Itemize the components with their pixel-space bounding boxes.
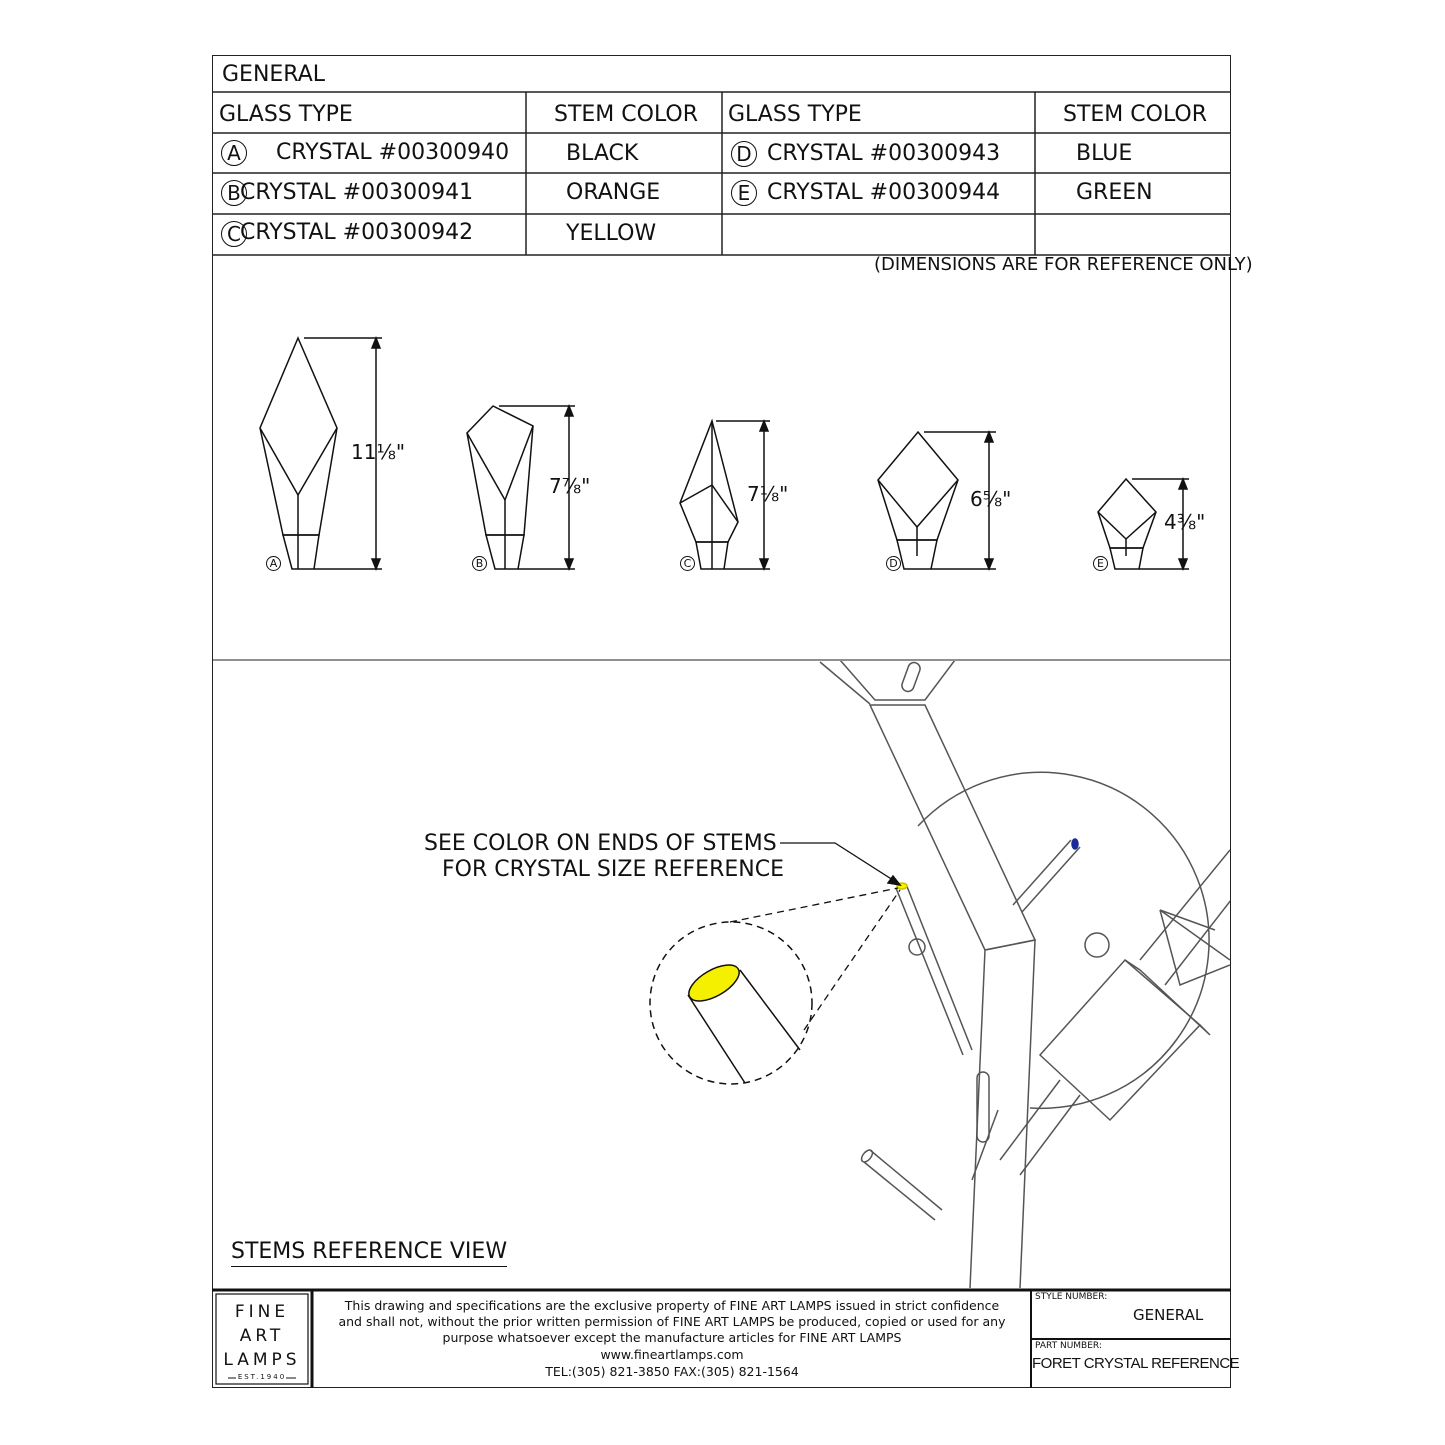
style-number: GENERAL	[1133, 1306, 1204, 1324]
crystal-dimension-e: 4⅜"	[1164, 510, 1206, 534]
glass-type-e: CRYSTAL #00300944	[767, 180, 1001, 205]
legal-line-2: and shall not, without the prior written permission of FINE ART LAMPS be produced, copied or used for any	[338, 1314, 1006, 1329]
col-header-glass-left: GLASS TYPE	[219, 102, 353, 127]
callout-line-2: FOR CRYSTAL SIZE REFERENCE	[442, 857, 784, 882]
col-header-stem-right: STEM COLOR	[1063, 102, 1208, 127]
crystal-label-b: B	[472, 556, 487, 571]
glass-type-b: CRYSTAL #00300941	[240, 180, 474, 205]
crystal-dimension-a: 11⅛"	[351, 440, 406, 464]
logo-line-3: LAMPS	[223, 1350, 301, 1370]
glass-letter-e: E	[731, 180, 757, 206]
glass-type-c: CRYSTAL #00300942	[240, 220, 474, 245]
stem-color-d: BLUE	[1076, 141, 1133, 166]
part-number-label: PART NUMBER:	[1035, 1341, 1102, 1351]
legal-line-1: This drawing and specifications are the exclusive property of FINE ART LAMPS issued in strict confidence	[344, 1298, 1000, 1313]
crystal-label-e: E	[1093, 556, 1108, 571]
glass-letter-a: A	[221, 140, 247, 166]
stem-color-a: BLACK	[566, 141, 639, 166]
stem-color-e: GREEN	[1076, 180, 1153, 205]
style-number-label: STYLE NUMBER:	[1035, 1292, 1108, 1302]
legal-line-3: purpose whatsoever except the manufacture articles for FINE ART LAMPS	[442, 1330, 902, 1345]
callout-line-1: SEE COLOR ON ENDS OF STEMS	[424, 831, 777, 856]
crystal-dimension-d: 6⅝"	[970, 487, 1012, 511]
footer-website: www.fineartlamps.com	[600, 1347, 744, 1362]
crystal-dimension-b: 7⅞"	[549, 474, 591, 498]
col-header-stem-left: STEM COLOR	[554, 102, 699, 127]
stems-reference-drawing	[650, 660, 1231, 1288]
crystal-label-d: D	[886, 556, 901, 571]
glass-letter-c: C	[221, 221, 247, 247]
logo-line-1: FINE	[234, 1302, 290, 1322]
glass-type-a: CRYSTAL #00300940	[276, 140, 510, 165]
stem-color-c: YELLOW	[566, 221, 657, 246]
part-number: FORET CRYSTAL REFERENCE	[1032, 1355, 1240, 1372]
logo-line-2: ART	[239, 1326, 285, 1346]
dimensions-note: (DIMENSIONS ARE FOR REFERENCE ONLY)	[874, 254, 1253, 275]
crystal-label-c: C	[680, 556, 695, 571]
stems-view-title: STEMS REFERENCE VIEW	[231, 1239, 507, 1267]
crystal-dimension-c: 7⅛"	[747, 482, 789, 506]
stem-color-b: ORANGE	[566, 180, 661, 205]
crystal-label-a: A	[266, 556, 281, 571]
glass-letter-b: B	[221, 180, 247, 206]
footer-phones: TEL:(305) 821-3850 FAX:(305) 821-1564	[545, 1364, 799, 1379]
logo-est: EST.1940	[237, 1373, 287, 1381]
general-header: GENERAL	[222, 62, 326, 87]
col-header-glass-right: GLASS TYPE	[728, 102, 862, 127]
glass-type-d: CRYSTAL #00300943	[767, 141, 1001, 166]
glass-letter-d: D	[731, 141, 757, 167]
